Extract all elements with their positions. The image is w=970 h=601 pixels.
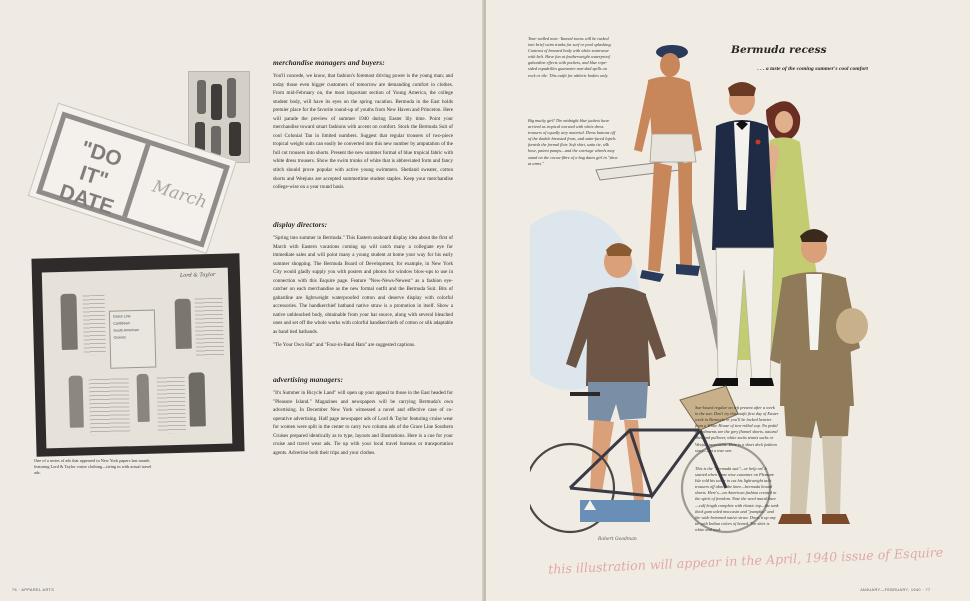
tag-month: March — [149, 176, 210, 213]
article-title: Bermuda recess — [731, 44, 827, 56]
section-merchandise — [273, 58, 453, 196]
left-page — [0, 0, 484, 601]
section-body: You'll concede, we know, that fashion's foremost driving power is the young man; and today those even bigger customers of tomorrow are demanding comfort in clothes. From mid-February on, the most important section of Young America, the college student body, will have its eyes on the spring vacation. Bermuda in the East holds premier place for the favorite round-up of youths from New Haven and Princeton. Here will parade the preview of summer 1940 during Easter lily time. Point your merchandise toward smart fashions with accent on comfort. Stock the Bermuda Suit of cool Colonial Tan in limited numbers. Suggest that regular trousers of two-piece tropical weight suits can easily be converted into this new number by amputation of the full cut trousers into shorts. Present the new summer formal of blue tropical fabric with white dress trousers. Show the swim trunks of white that is abbreviated form and fancy stitch should prove popular with active young swimmers. Shetland sweater, cotton shorts and Weejuns are accepted summertime student staples. Keep your merchandise college-wise on a year round basis. — [273, 73, 453, 191]
newspaper-clipping — [31, 253, 244, 456]
handwritten-note: this illustration will appear in the April, 1940 issue of Esquire — [547, 544, 944, 577]
section-extra: "Tie Your Own Hat" and "Four-in-Band Hats" are suggested captions. — [273, 341, 416, 348]
article-subtitle: . . . a taste of the coming summer's cool comfort — [757, 66, 868, 72]
note-sweater: Sun-kissed regular on left present after a week in the sun. Don't try this outfit first day of Easter week in Bermuda or you'll be locked heavier from a White House of two-rolled cap. No pedal impediments are the grey flannel shorts, natural Shetland pullover, white socks tennis socks or Weejun moccasins. Here is a short deck fashion story—but a true one. — [695, 405, 779, 453]
clipping-caption: One of a series of ads that appeared in New York papers last month featuring Lord & Taylor cruise clothing—tieing in with actual travel ads. — [34, 458, 152, 476]
clipping-cruise-box: Grace Line Caribbean South American Cruises — [109, 310, 157, 369]
tag-label: "DO IT" DATE — [56, 136, 125, 220]
section-heading: advertising managers: — [273, 375, 344, 384]
clipping-logo: Lord & Taylor — [179, 271, 216, 279]
left-folio: 76 · APPAREL ARTS — [12, 588, 55, 592]
note-swimmer: Tone-walled note: Tanned towns will be tucked into brief swim trunks for surf or pool splashing. Contrast of bronzed body with white swimwear with belt. Have fun at featherweight waterproof gabardine effects with pockets, and blue rope-sided espadrilles guarantee non-skid spills on rock or tile. This outfit for athletic bodies only. — [528, 36, 612, 78]
right-folio: JANUARY—FEBRUARY, 1940 · 77 — [860, 588, 931, 592]
artist-signature: Robert Goodman — [598, 537, 637, 542]
note-formal: Big mucky girl! The midnight blue jackets have arrived as tropical worsted with white dress trousers of equally airy material. Dress buttons off of the double breasted front, and satin-faced lapels furnish the formal flair. Soft shirt, satin tie, silk hose, patent pumps—and the carriage wheels may stand on the cocoa-fibre of a bag dates girl in "shoe at arms." — [528, 118, 618, 166]
section-display — [273, 220, 453, 353]
section-body: "It's Summer in Bicycle Land" will open up your appeal to those in the East headed for "Pleasure Island." Magazines and newspapers will be carrying Bermuda's own advertising. In December New York witnessed a novel and effective case of co-operative advertising. Half page newspaper ads of Lord & Taylor featuring cruise wear for women were split in the center to carry two column ads of the Grace Line Southern Cruises prepared identically as to type, layouts and illustrations. Here is a cue for your cruise and travel wear ads. Tie up with your local travel bureaus or transportation agents. Advertise both their trips and your clothes. — [273, 390, 453, 456]
section-body: "Spring into summer in Bermuda." This Eastern seaboard display idea about the first of March with Eastern vacations coming up will catch many a collegiate eye for immediate sales and will point many a young student at home your way for his early summer shopping. The Bermuda Board of Development, for example, in New York City would gladly supply you with posters and photos for window blow-ups to use in connection with this Esquire page. Feature "New-News-Newest" as a fashion eye-catcher on each merchandise as the new formal outfit and the Bermuda Suit. Bits of gabardine are lightweight waterproofed cotton and deserve display with colorful accessories. The handkerchief hatband native straw is a promotion in itself. Show a native unbleached body, obtainable from your hat source, along with several bleached ones and set off the whole works with colorful handkerchiefs of cotton or silk adaptable as band tied hatbands. — [273, 235, 453, 336]
section-advertising — [273, 375, 453, 461]
section-heading: merchandise managers and buyers: — [273, 58, 385, 67]
note-bermuda-suit: This is the "Bermuda suit"—or help on! It started when some wise customer on Pleasure Isle told his tailor to cut his lightweight tails trousers off above the knee—bermuda bound shorts. Here's—an American fashion created in the spirit of freedom. Note the wool mural knee—calf length complete with elastic top—the tank thick gum soled moccasin and "pumpkin" and the wide brimmed native straw. Dress it up any tie with Indian colors of boned. The shirt is white and rock. — [695, 466, 779, 532]
section-heading: display directors: — [273, 220, 328, 229]
